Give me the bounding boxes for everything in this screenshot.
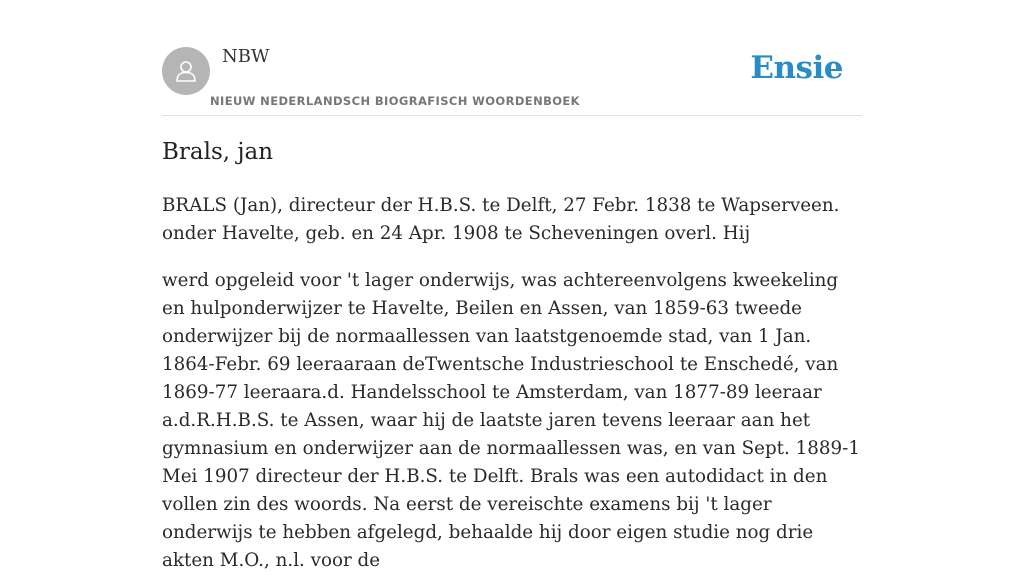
ensie-logo[interactable]: Ensie	[750, 50, 843, 86]
source-avatar[interactable]	[162, 47, 210, 95]
source-full-name[interactable]: NIEUW NEDERLANDSCH BIOGRAFISCH WOORDENBOEK	[210, 94, 580, 108]
user-icon	[172, 57, 200, 85]
article-paragraph: BRALS (Jan), directeur der H.B.S. te Delft, 27 Febr. 1838 te Wapserveen. onder Havelte, geb. en 24 Apr. 1908 te Scheveningen overl. Hij	[162, 195, 840, 244]
source-short-name[interactable]: NBW	[222, 46, 270, 67]
source-header	[162, 0, 862, 116]
article-title: Brals, jan	[162, 139, 274, 165]
article-paragraph: werd opgeleid voor 't lager onderwijs, was achtereenvolgens kweekeling en hulponderwijzer te Havelte, Beilen en Assen, van 1859-63 tweede onderwijzer bij de normaallessen van laatstgenoemde stad, van 1 Jan. 1864-Febr. 69 leeraaraan deTwentsche Industrieschool te Enschedé, van 1869-77 leeraara.d. Handelsschool te Amsterdam, van 1877-89 leeraar a.d.R.H.B.S. te Assen, waar hij de laatste jaren tevens leeraar aan het gymnasium en onderwijzer aan de normaallessen was, en van Sept. 1889-1 Mei 1907 directeur der H.B.S. te Delft. Brals was een autodidact in den vollen zin des woords. Na eerst de vereischte examens bij 't lager onderwijs te hebben afgelegd, behaalde hij door eigen studie nog drie akten M.O., n.l. voor de	[162, 270, 860, 571]
